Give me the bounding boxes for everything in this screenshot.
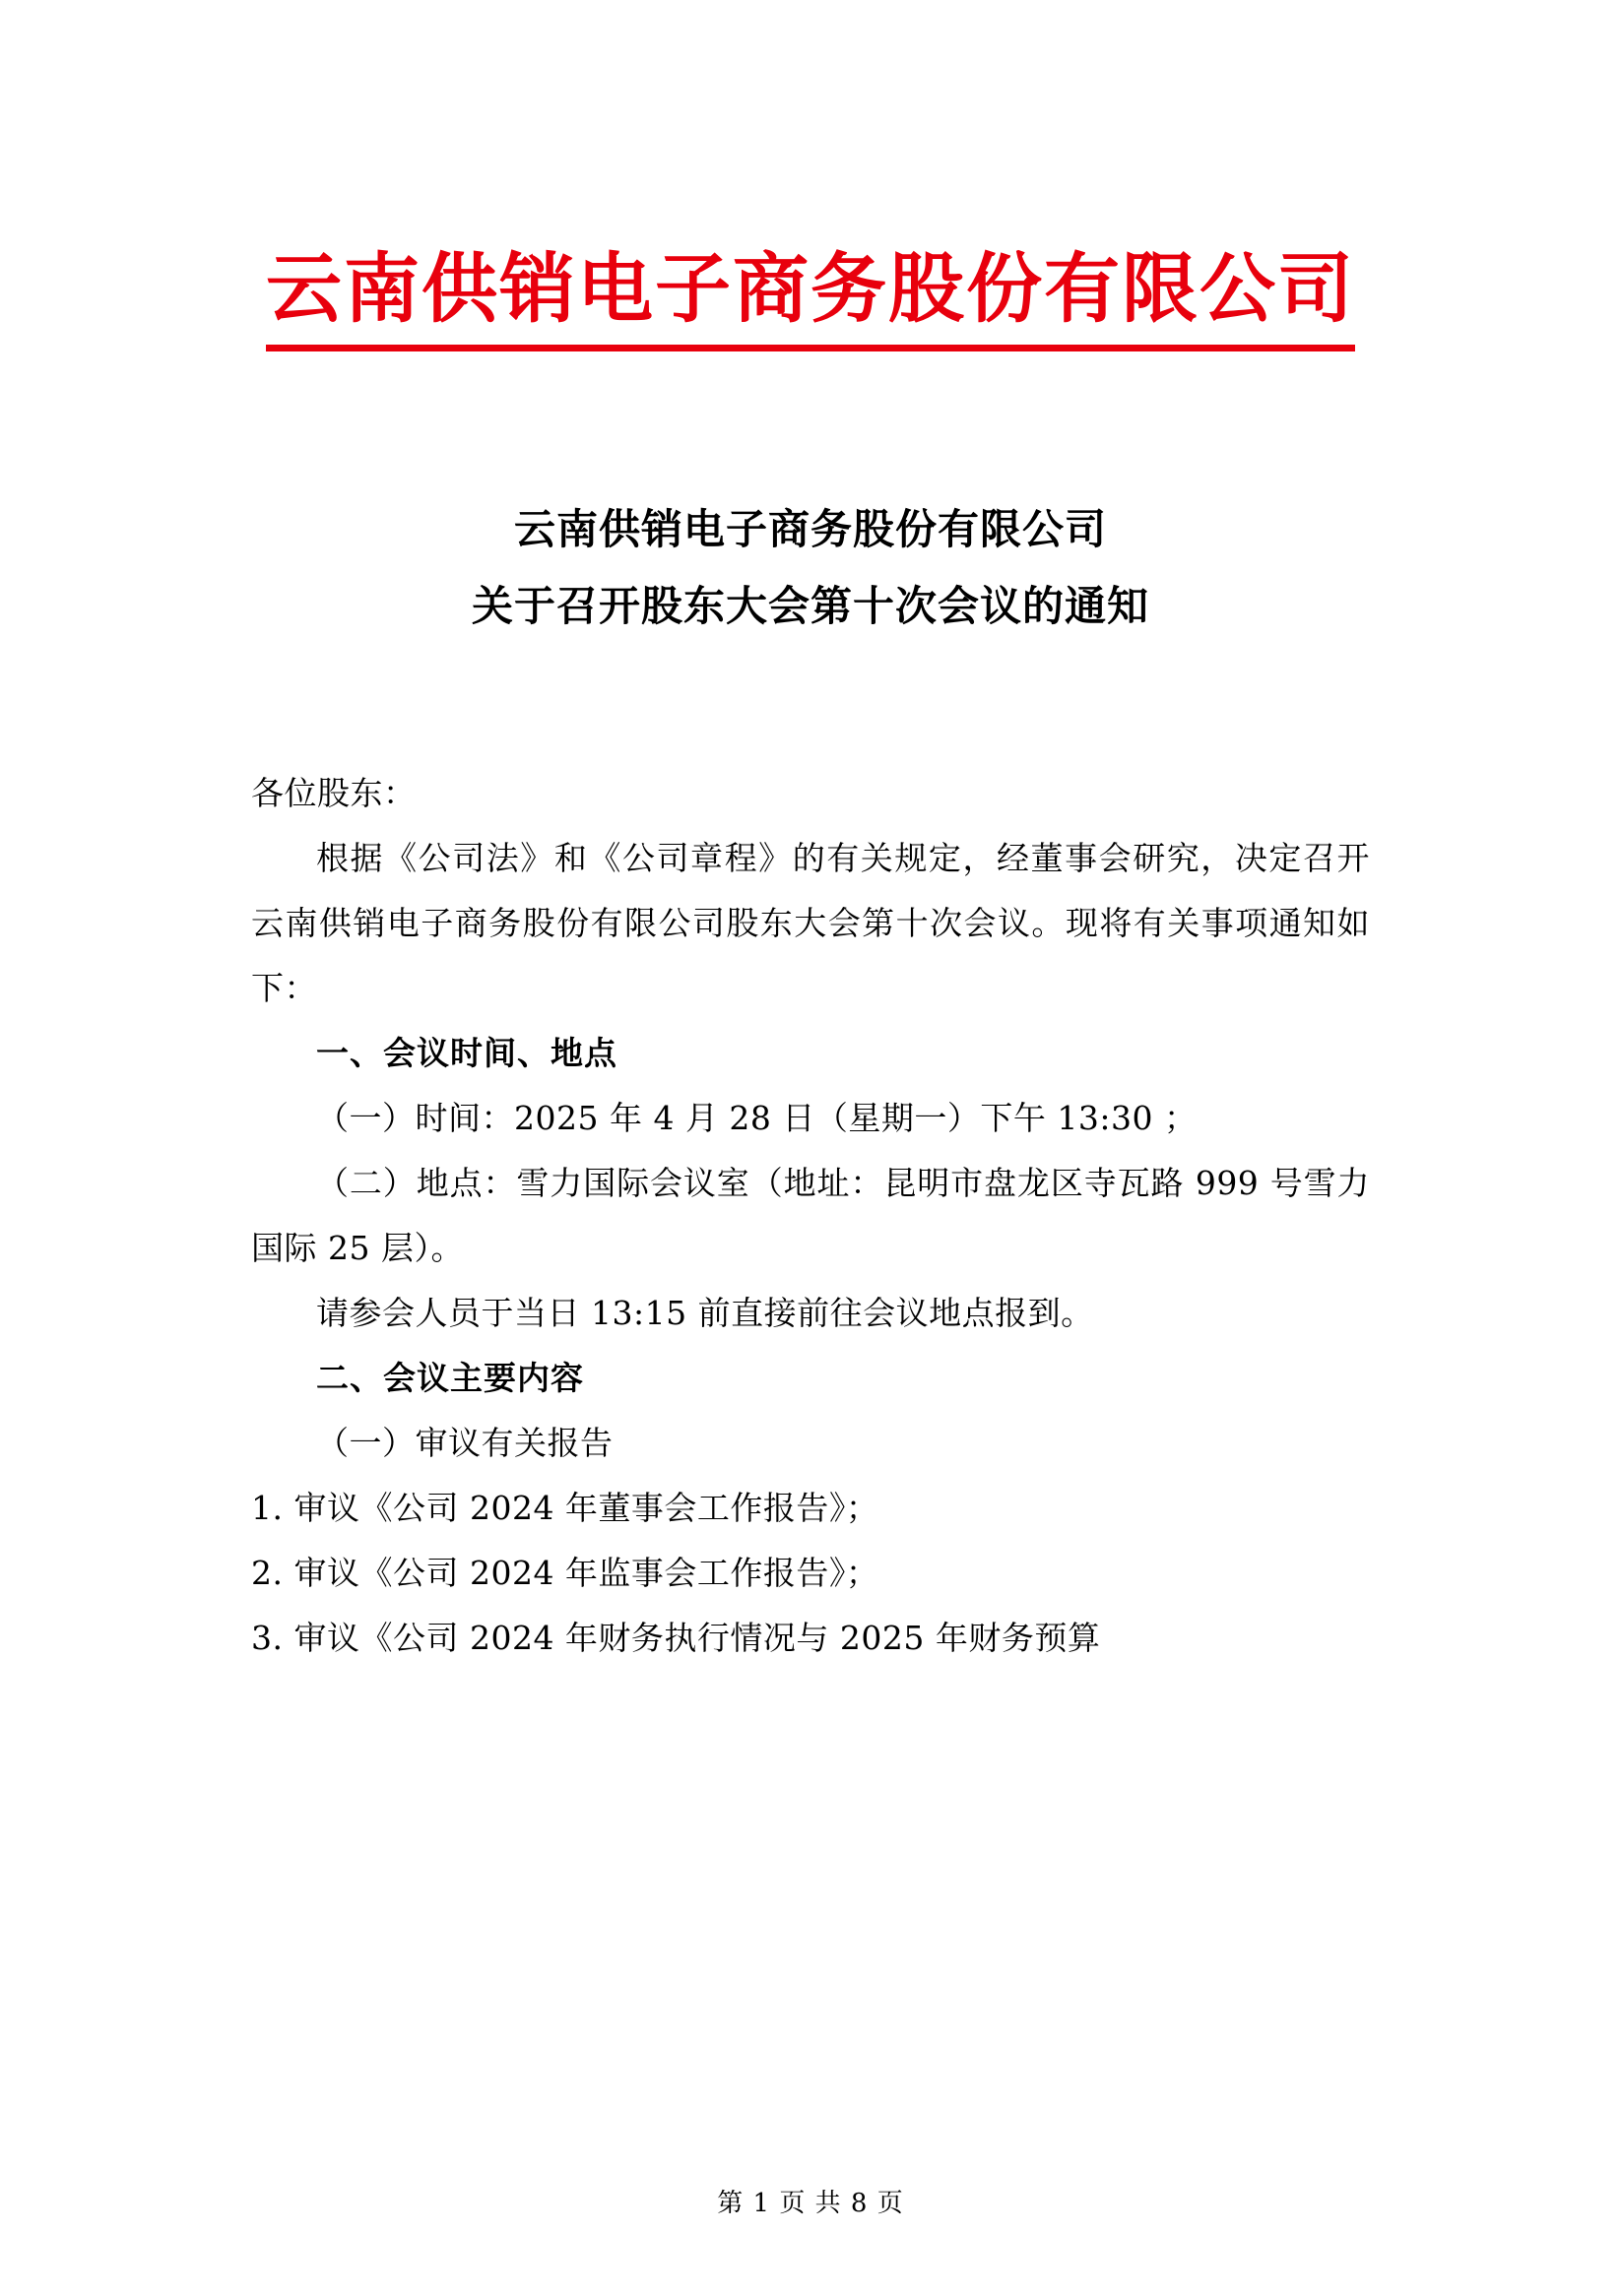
section-heading-1: 一、会议时间、地点: [316, 1033, 617, 1072]
section-1-item-2: （二）地点：雪力国际会议室（地址：昆明市盘龙区寺瓦路 999 号雪力国际 25 层）。: [251, 1163, 1370, 1267]
section-2-item-3: 3. 审议《公司 2024 年财务执行情况与 2025 年财务预算: [251, 1618, 1101, 1657]
section-2-item-2: 2. 审议《公司 2024 年监事会工作报告》；: [251, 1553, 879, 1592]
section-1-item-3: 请参会人员于当日 13:15 前直接前往会议地点报到。: [316, 1293, 1094, 1332]
section-1-item-1: （一）时间：2025 年 4 月 28 日（星期一）下午 13:30 ；: [316, 1098, 1198, 1137]
document-title: [251, 491, 1370, 644]
salutation: 各位股东：: [251, 773, 417, 812]
section-2-item-1: 1. 审议《公司 2024 年董事会工作报告》；: [251, 1488, 879, 1527]
page-footer: 第 1 页 共 8 页: [717, 2189, 904, 2218]
intro-paragraph: 根据《公司法》和《公司章程》的有关规定，经董事会研究，决定召开云南供销电子商务股份有限公司股东大会第十次会议。现将有关事项通知如下：: [251, 838, 1370, 1007]
document-title-line-2: 关于召开股东大会第十次会议的通知: [471, 582, 1149, 631]
section-heading-2: 二、会议主要内容: [316, 1358, 584, 1397]
document-title-line-1: 云南供销电子商务股份有限公司: [513, 505, 1107, 554]
letterhead-company-name: 云南供销电子商务股份有限公司: [266, 244, 1355, 351]
letterhead: [251, 0, 1370, 351]
section-2-subheading: （一）审议有关报告: [316, 1423, 614, 1462]
